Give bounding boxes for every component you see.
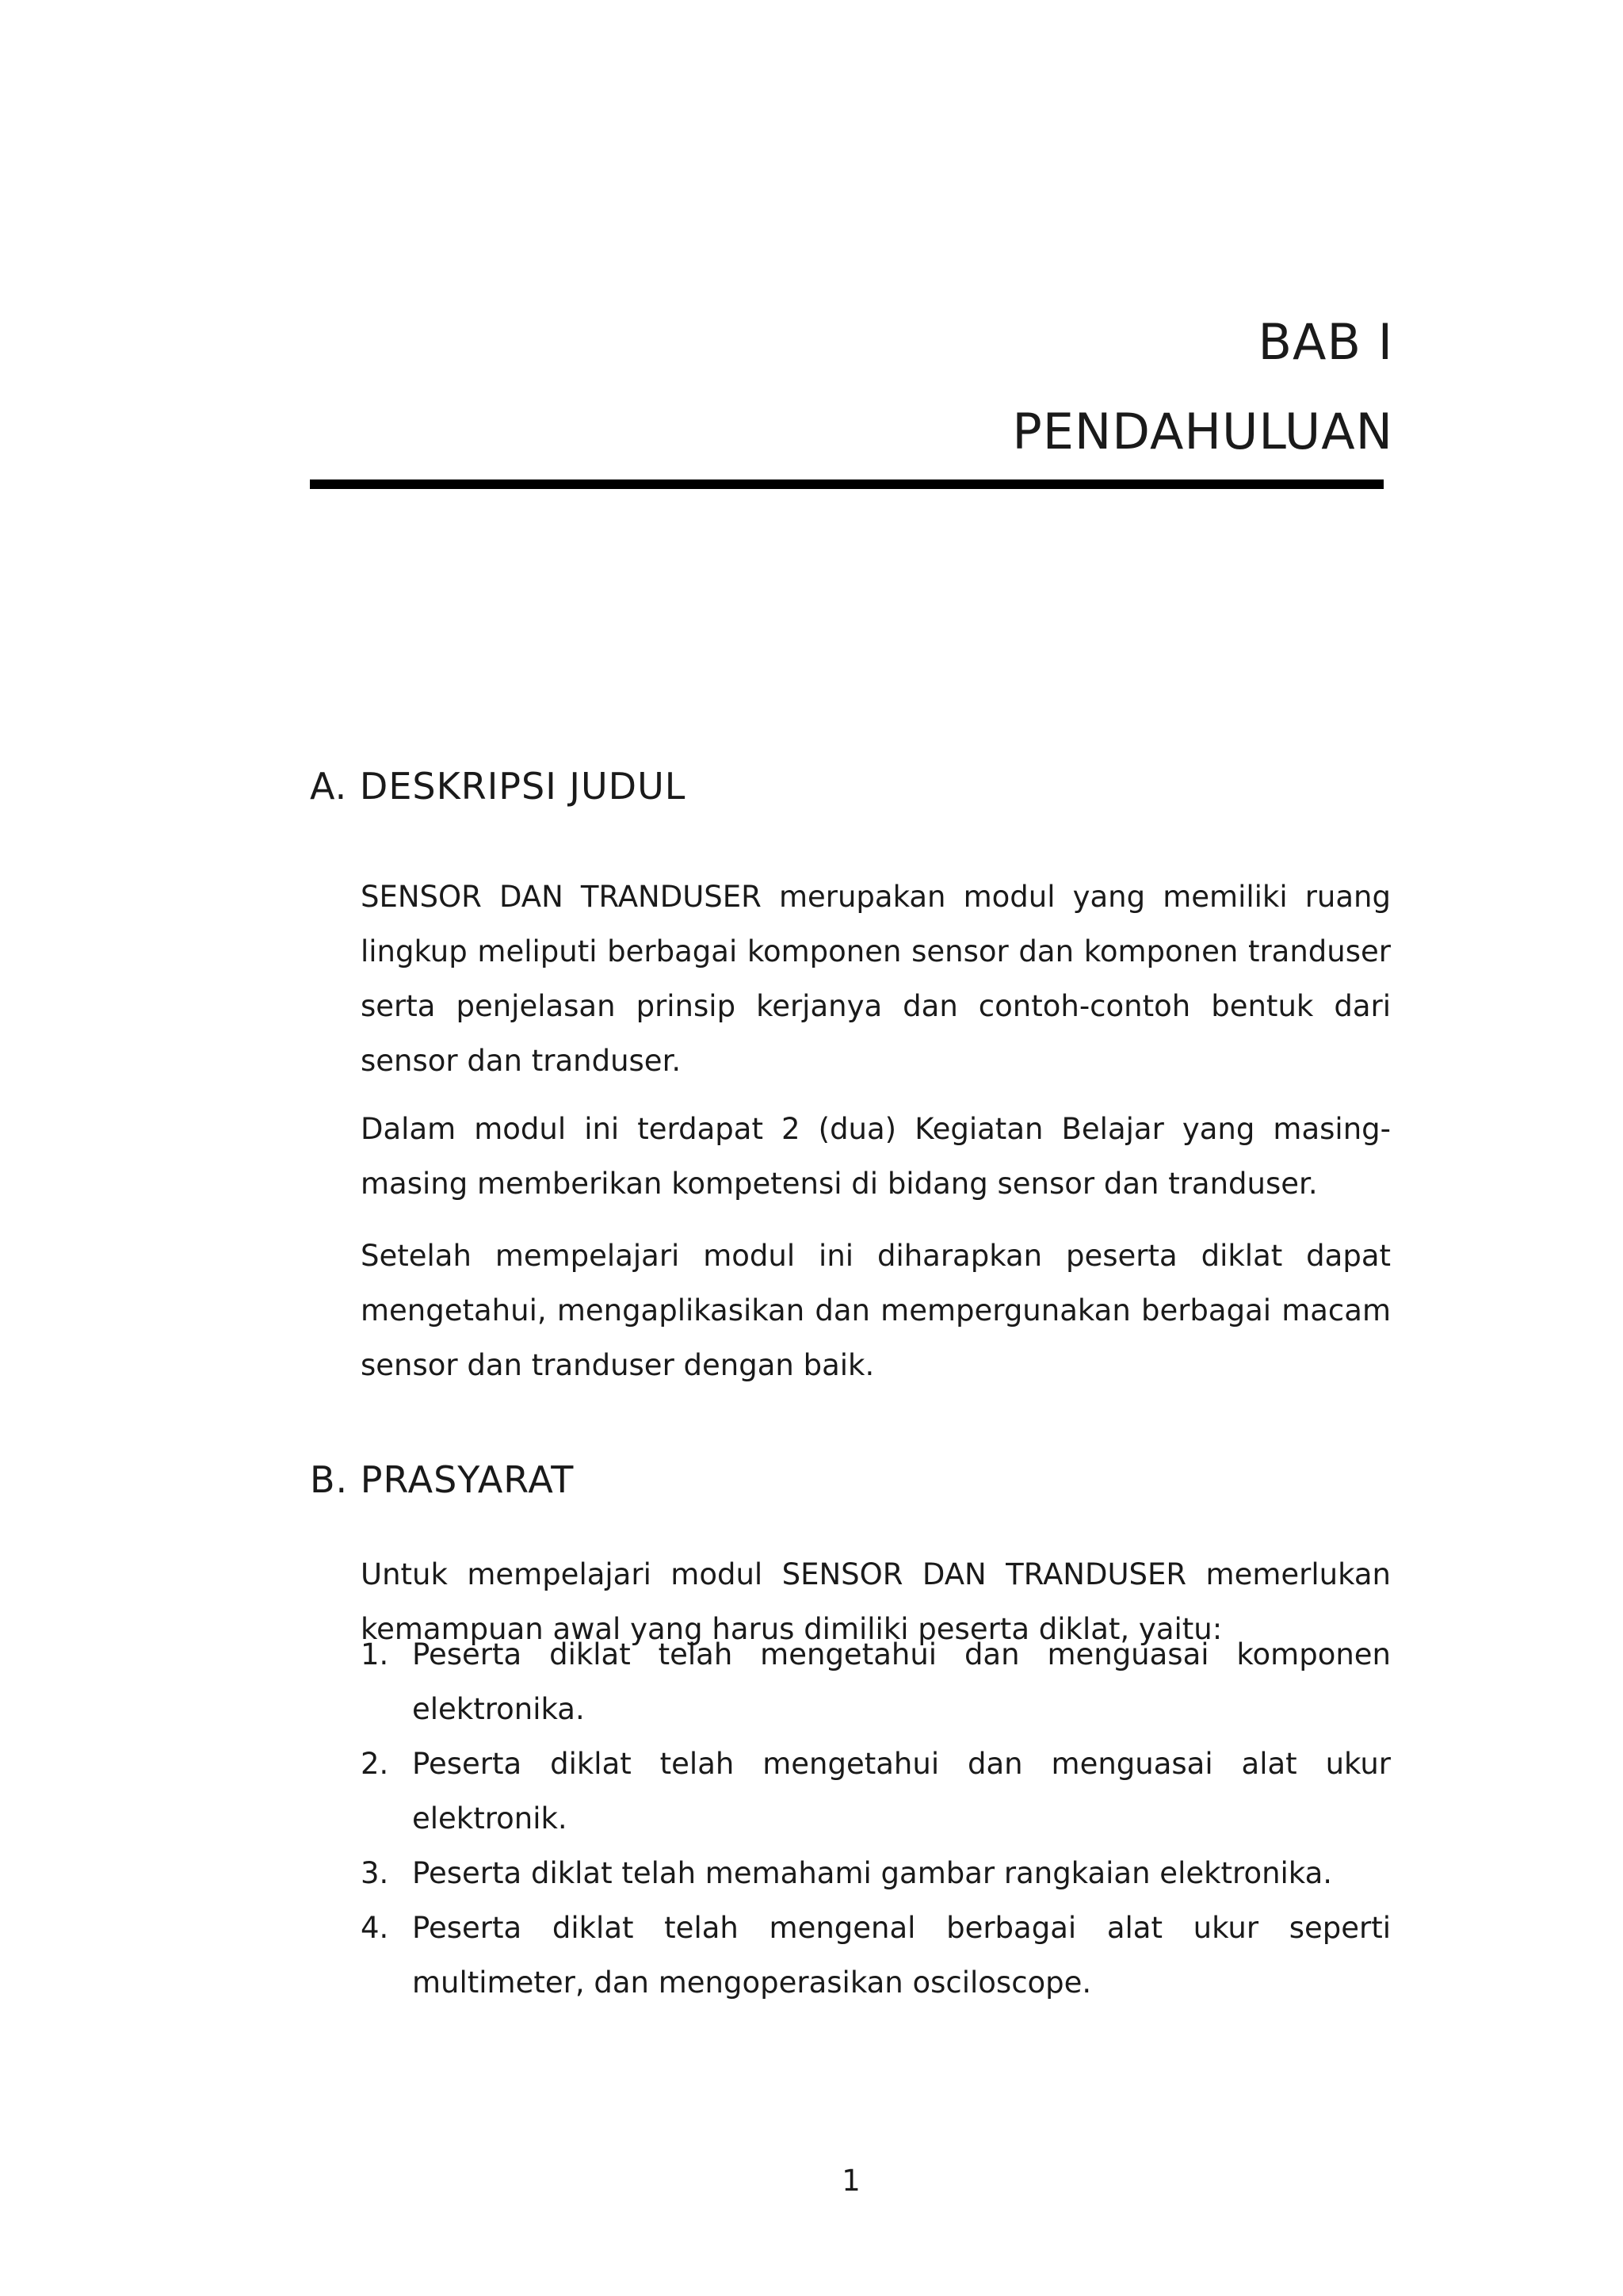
list-item-number: 3. <box>361 1856 389 1890</box>
section-heading-prasyarat: B. PRASYARAT <box>310 1458 575 1501</box>
chapter-title: PENDAHULUAN <box>1012 403 1393 460</box>
chapter-divider <box>310 479 1384 489</box>
prerequisite-intro: Untuk mempelajari modul SENSOR DAN TRANDUSER memerlukan kemampuan awal yang harus dimiliki peserta diklat, yaitu: <box>361 1557 1391 1646</box>
description-paragraph-1: SENSOR DAN TRANDUSER merupakan modul yang memiliki ruang lingkup meliputi berbagai komponen sensor dan komponen tranduser serta penjelasan prinsip kerjanya dan contoh-contoh bentuk dari sensor dan tranduser. <box>361 880 1391 1078</box>
chapter-label: BAB I <box>1258 313 1393 371</box>
prerequisite-list <box>361 1627 1391 2010</box>
list-item-text: Peserta diklat telah mengetahui dan menguasai alat ukur elektronik. <box>412 1747 1391 1836</box>
list-item-text: Peserta diklat telah memahami gambar rangkaian elektronika. <box>412 1856 1333 1890</box>
page-number: 1 <box>842 2164 861 2198</box>
list-item-number: 4. <box>361 1911 389 1945</box>
list-item-number: 2. <box>361 1747 389 1781</box>
description-paragraph-3: Setelah mempelajari modul ini diharapkan peserta diklat dapat mengetahui, mengaplikasikan dan mempergunakan berbagai macam sensor dan tranduser dengan baik. <box>361 1239 1391 1382</box>
section-heading-deskripsi-judul: A. DESKRIPSI JUDUL <box>310 765 686 808</box>
list-item-text: Peserta diklat telah mengenal berbagai alat ukur seperti multimeter, dan mengoperasikan osciloscope. <box>412 1911 1391 2000</box>
list-item <box>361 1627 1391 1736</box>
list-item-text: Peserta diklat telah mengetahui dan menguasai komponen elektronika. <box>412 1637 1391 1726</box>
description-paragraph-2: Dalam modul ini terdapat 2 (dua) Kegiatan Belajar yang masing-masing memberikan kompetensi di bidang sensor dan tranduser. <box>361 1112 1391 1201</box>
list-item <box>361 1901 1391 2010</box>
list-item-number: 1. <box>361 1637 389 1671</box>
list-item <box>361 1736 1391 1846</box>
list-item <box>361 1846 1391 1901</box>
